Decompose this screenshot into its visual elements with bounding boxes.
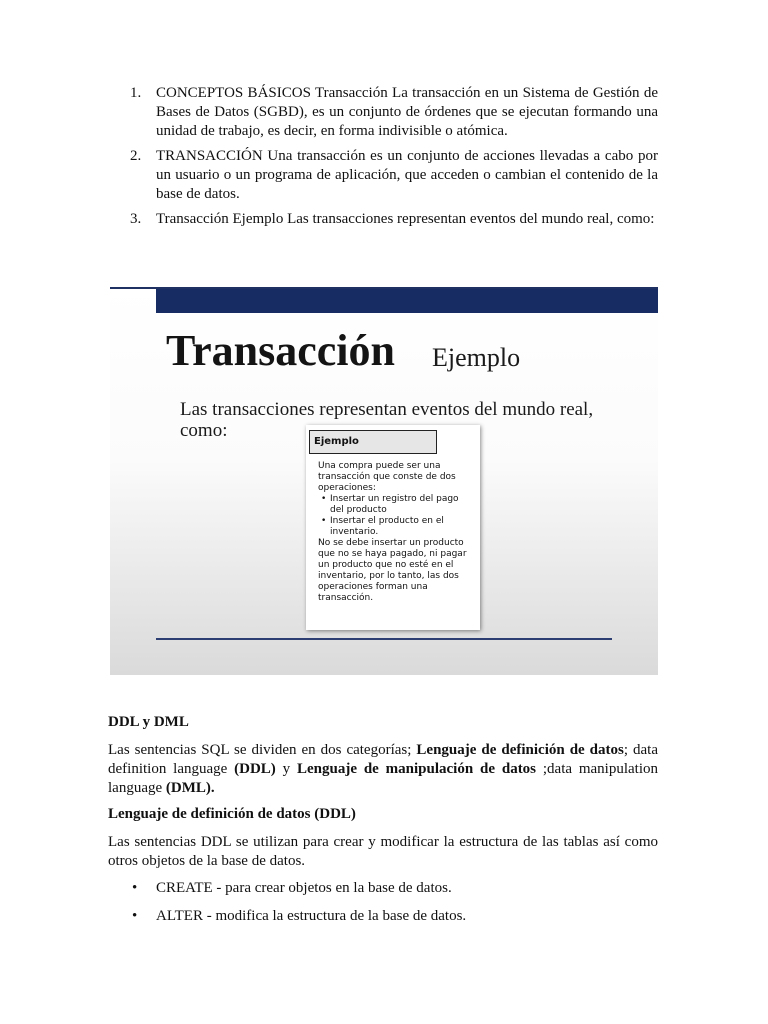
example-card-body [318,461,468,604]
bold-text: (DDL) [234,761,276,777]
slide-subtitle: Ejemplo [432,343,521,372]
list-number: 1. [130,85,142,101]
bold-text: (DML). [165,780,215,796]
list-item [108,84,658,141]
section-heading: DDL y DML [108,714,189,730]
list-item [108,210,658,229]
bullet-icon: • [132,880,138,896]
subsection-heading: Lenguaje de definición de datos (DDL) [108,806,356,822]
numbered-list [108,84,658,235]
text-run: Las sentencias SQL se dividen en dos categorías; [108,742,417,758]
text-run: y [275,761,297,777]
list-number: 2. [130,148,142,164]
slide-title: Transacción [166,326,395,375]
example-card-note: No se debe insertar un producto que no se haya pagado, ni pagar un producto que no esté en el inventario, por lo tanto, las dos operaciones forman una transacción. [318,538,467,603]
text-run: ;data manipulation language [108,761,659,796]
slide-image [110,285,658,675]
example-card-text: Una compra puede ser una transacción que conste de dos operaciones: [318,461,456,493]
bullet-text: CREATE - para crear objetos en la base de datos. [156,880,452,896]
slide-bottom-line [156,638,612,640]
bold-text: Lenguaje de manipulación de datos [296,761,537,777]
list-number: 3. [130,211,142,227]
bold-text: Lenguaje de definición de datos [416,742,624,758]
example-card-item: • Insertar el producto en el inventario. [330,516,468,538]
list-item-text: Transacción Ejemplo Las transacciones representan eventos del mundo real, como: [156,211,655,227]
slide-header-bar [156,289,658,313]
bullet-item [108,879,658,898]
paragraph-ddl: Las sentencias DDL se utilizan para crear y modificar la estructura de las tablas así como otros objetos de la base de datos. [108,834,658,869]
bullet-item [108,907,658,926]
list-item-text: CONCEPTOS BÁSICOS Transacción La transacción en un Sistema de Gestión de Bases de Datos (SGBD), es un conjunto de órdenes que se ejecutan formando una unidad de trabajo, es decir, en forma indivisible o atómica. [156,85,658,139]
example-card-header: Ejemplo [309,430,437,454]
example-card [306,425,480,630]
text-run: ; data definition language [108,742,658,777]
example-card-item: • Insertar un registro del pago del producto [330,494,468,516]
slide-intro: Las transacciones representan eventos del mundo real, como: [180,399,594,441]
bullet-text: ALTER - modifica la estructura de la base de datos. [156,908,467,924]
list-item [108,147,658,204]
bullet-list [108,879,658,935]
paragraph-categories [108,741,658,798]
bullet-icon: • [132,908,138,924]
list-item-text: TRANSACCIÓN Una transacción es un conjunto de acciones llevadas a cabo por un usuario o un programa de aplicación, que acceden o cambian el contenido de la base de datos. [156,148,658,202]
example-card-list [318,494,468,538]
